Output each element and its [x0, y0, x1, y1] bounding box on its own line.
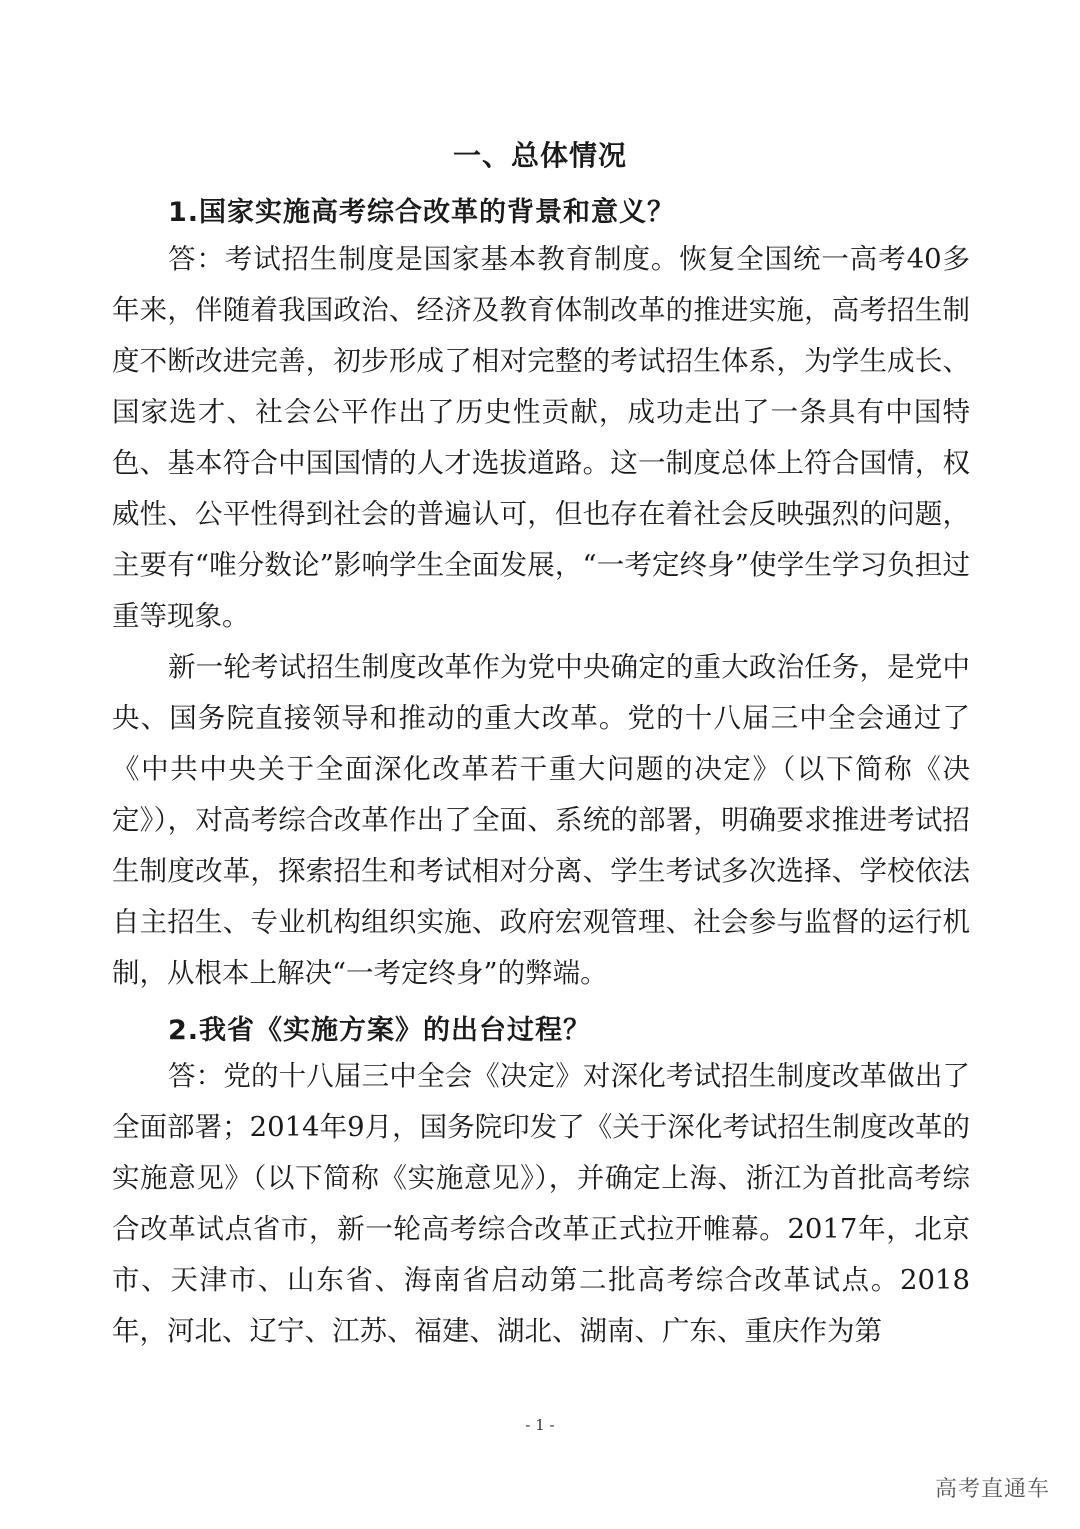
answer-paragraph-1: 答：考试招生制度是国家基本教育制度。恢复全国统一高考40多年来，伴随着我国政治、经济及教育体制改革的推进实施，高考招生制度不断改进完善，初步形成了相对完整的考试招生体系，为学生成长、国家选才、社会公平作出了历史性贡献，成功走出了一条具有中国特色、基本符合中国国情的人才选拔道路。这一制度总体上符合国情，权威性、公平性得到社会的普遍认可，但也存在着社会反映强烈的问题，主要有“唯分数论”影响学生全面发展，“一考定终身”使学生学习负担过重等现象。	[112, 243, 970, 632]
answer-paragraph-3: 答：党的十八届三中全会《决定》对深化考试招生制度改革做出了全面部署；2014年9月，国务院印发了《关于深化考试招生制度改革的实施意见》（以下简称《实施意见》），并确定上海、浙江为首批高考综合改革试点省市，新一轮高考综合改革正式拉开帷幕。2017年，北京市、天津市、山东省、海南省启动第二批高考综合改革试点。2018年，河北、辽宁、江苏、福建、湖北、湖南、广东、重庆作为第	[112, 1060, 970, 1347]
question-heading-1: 1.国家实施高考综合改革的背景和意义？	[168, 197, 676, 228]
question-heading-2: 2.我省《实施方案》的出台过程？	[168, 1015, 592, 1046]
watermark: 高考直通车	[934, 1477, 1050, 1502]
section-title: 一、总体情况	[452, 139, 627, 172]
page-number: - 1 -	[525, 1416, 555, 1434]
answer-paragraph-2: 新一轮考试招生制度改革作为党中央确定的重大政治任务，是党中央、国务院直接领导和推动的重大改革。党的十八届三中全会通过了《中共中央关于全面深化改革若干重大问题的决定》（以下简称《决定》），对高考综合改革作出了全面、系统的部署，明确要求推进考试招生制度改革，探索招生和考试相对分离、学生考试多次选择、学校依法自主招生、专业机构组织实施、政府宏观管理、社会参与监督的运行机制，从根本上解决“一考定终身”的弊端。	[112, 651, 970, 989]
